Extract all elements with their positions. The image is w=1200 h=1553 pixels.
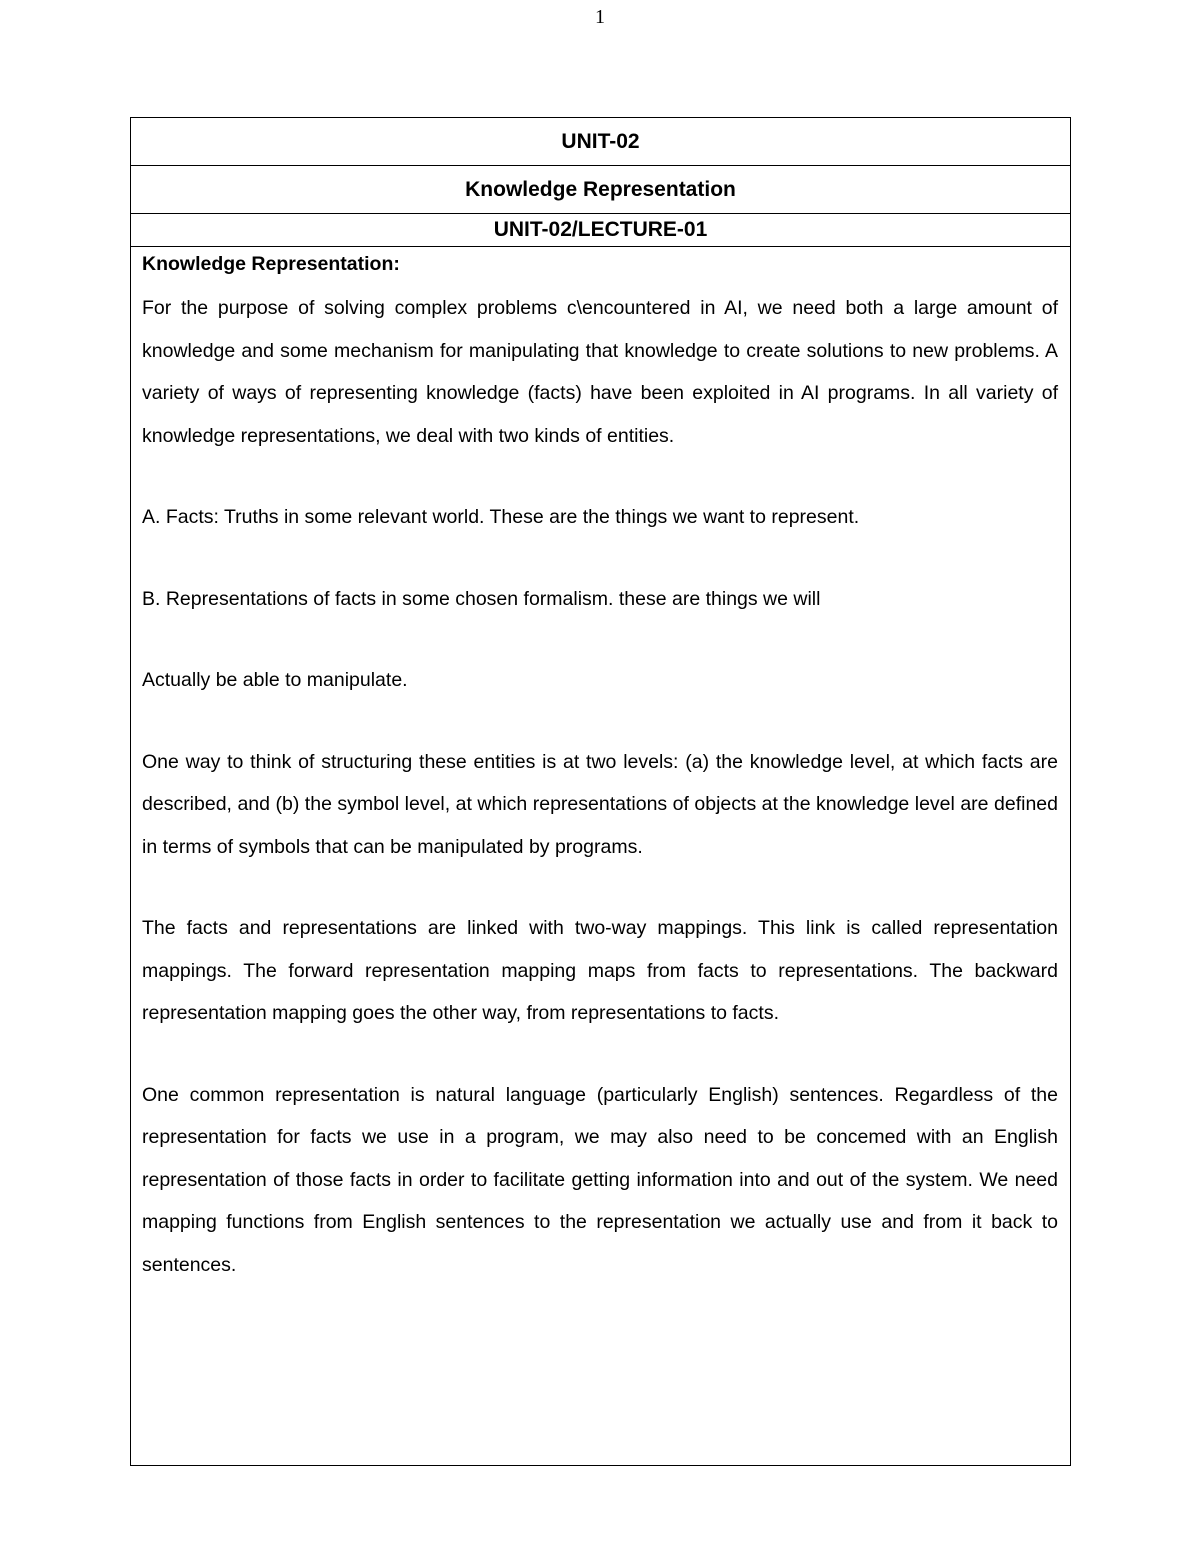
- lecture-body: [131, 247, 1070, 1286]
- paragraph-manipulate: Actually be able to manipulate.: [142, 669, 408, 691]
- page-number: 1: [595, 6, 605, 28]
- lecture-title: UNIT-02/LECTURE-01: [131, 214, 1070, 247]
- lecture-table: [130, 117, 1071, 1466]
- section-heading: Knowledge Representation:: [142, 253, 400, 275]
- paragraph-intro: For the purpose of solving complex problems c\encountered in AI, we need both a large amount of knowledge and some mechanism for manipulating that knowledge to create solutions to new problems. A variety of ways of representing knowledge (facts) have been exploited in AI programs. In all variety of knowledge representations, we deal with two kinds of entities.: [142, 297, 1058, 447]
- topic-title: Knowledge Representation: [131, 166, 1070, 214]
- paragraph-mappings: The facts and representations are linked with two-way mappings. This link is called representation mappings. The forward representation mapping maps from facts to representations. The backward representation mapping goes the other way, from representations to facts.: [142, 917, 1058, 1024]
- paragraph-levels: One way to think of structuring these entities is at two levels: (a) the knowledge level, at which facts are described, and (b) the symbol level, at which representations of objects at the knowledge level are defined in terms of symbols that can be manipulated by programs.: [142, 750, 1058, 858]
- paragraph-natural-language: One common representation is natural language (particularly English) sentences. Regardless of the representation for facts we use in a program, we may also need to be concemed with an English representation of those facts in order to facilitate getting information into and out of the system. We need mapping functions from English sentences to the representation we actually use and from it back to sentences.: [142, 1083, 1058, 1276]
- unit-title: UNIT-02: [131, 118, 1070, 166]
- paragraph-facts: A. Facts: Truths in some relevant world. These are the things we want to represent.: [142, 506, 860, 528]
- paragraph-representations: B. Representations of facts in some chosen formalism. these are things we will: [142, 587, 821, 610]
